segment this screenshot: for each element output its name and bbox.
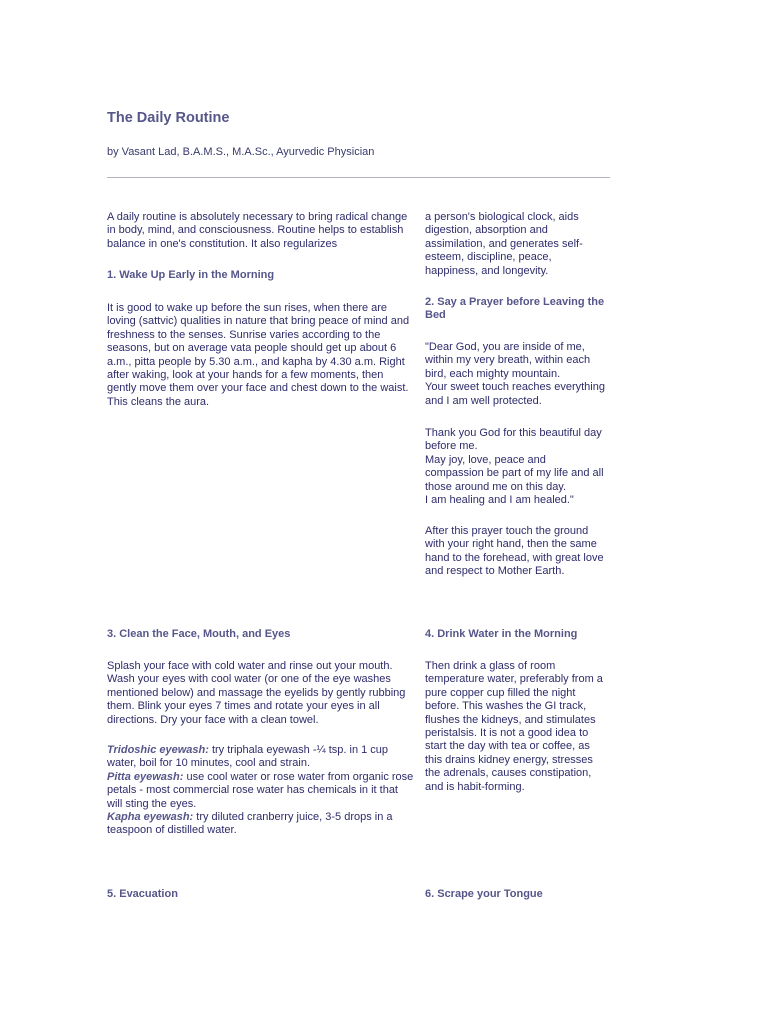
after-prayer-paragraph: After this prayer touch the ground with your right hand, then the same hand to the forehead, with great love and respect to Mother Earth. [425,525,604,578]
document-title: The Daily Routine [107,110,230,126]
prayer-paragraph-2: Thank you God for this beautiful day before me. May joy, love, peace and compassion be part of my life and all those around me on this day. I am healing and I am healed." [425,427,604,507]
intro-paragraph-left: A daily routine is absolutely necessary to bring radical change in body, mind, and consciousness. Routine helps to establish balance in one's constitution. It also regularizes [107,211,408,250]
divider [107,177,610,178]
heading-say-prayer: 2. Say a Prayer before Leaving the Bed [425,296,605,322]
eyewash-text-tridoshic: try triphala eyewash -¼ tsp. in 1 cup water, boil for 10 minutes, cool and strain. [107,744,389,770]
eyewash-text-kapha: try diluted cranberry juice, 3-5 drops in a teaspoon of distilled water. [107,811,393,837]
prayer-paragraph-1: "Dear God, you are inside of me, within my very breath, within each bird, each mighty mountain. Your sweet touch reaches everything and I am well protected. [425,341,605,407]
eyewash-label-tridoshic: Tridoshic eyewash: [107,744,209,756]
intro-paragraph-right: a person's biological clock, aids digestion, absorption and assimilation, and generates self- esteem, discipline, peace, happiness, and longevity. [425,211,583,277]
eyewash-label-pitta: Pitta eyewash: [107,770,184,783]
heading-drink-water: 4. Drink Water in the Morning [425,628,578,640]
clean-face-paragraph: Splash your face with cold water and rinse out your mouth. Wash your eyes with cool water (or one of the eye washes mentioned below) and massage the eyelids by gently rubbing them. Blink your eyes 7 times and rotate your eyes in all directions. Dry your face with a clean towel. [107,660,406,726]
drink-water-paragraph: Then drink a glass of room temperature water, preferably from a pure copper cup filled the night before. This washes the GI track, flushes the kidneys, and stimulates peristalsis. It is not a good idea to start the day with tea or coffee, as this drains kidney energy, stresses the adrenals, causes constipation, and is habit-forming. [425,660,603,793]
heading-evacuation: 5. Evacuation [107,888,178,900]
eyewash-text-pitta: use cool water or rose water from organic rose petals - most commercial rose water has chemicals in it that will sting the eyes. [107,770,414,810]
heading-wake-up-early: 1. Wake Up Early in the Morning [107,269,275,281]
eyewash-label-kapha: Kapha eyewash: [107,811,194,824]
wake-up-paragraph: It is good to wake up before the sun rises, when there are loving (sattvic) qualities in nature that bring peace of mind and freshness to the senses. Sunrise varies according to the seasons, but on average vata people should get up about 6 a.m., pitta people by 5.30 a.m., and kapha by 4.30 a.m. Right after waking, look at your hands for a few moments, then gently move them over your face and chest down to the waist. This cleans the aura. [107,302,410,408]
heading-scrape-tongue: 6. Scrape your Tongue [425,888,543,900]
author-byline: by Vasant Lad, B.A.M.S., M.A.Sc., Ayurvedic Physician [107,146,375,158]
heading-clean-face: 3. Clean the Face, Mouth, and Eyes [107,628,291,640]
eyewash-list [107,744,422,838]
